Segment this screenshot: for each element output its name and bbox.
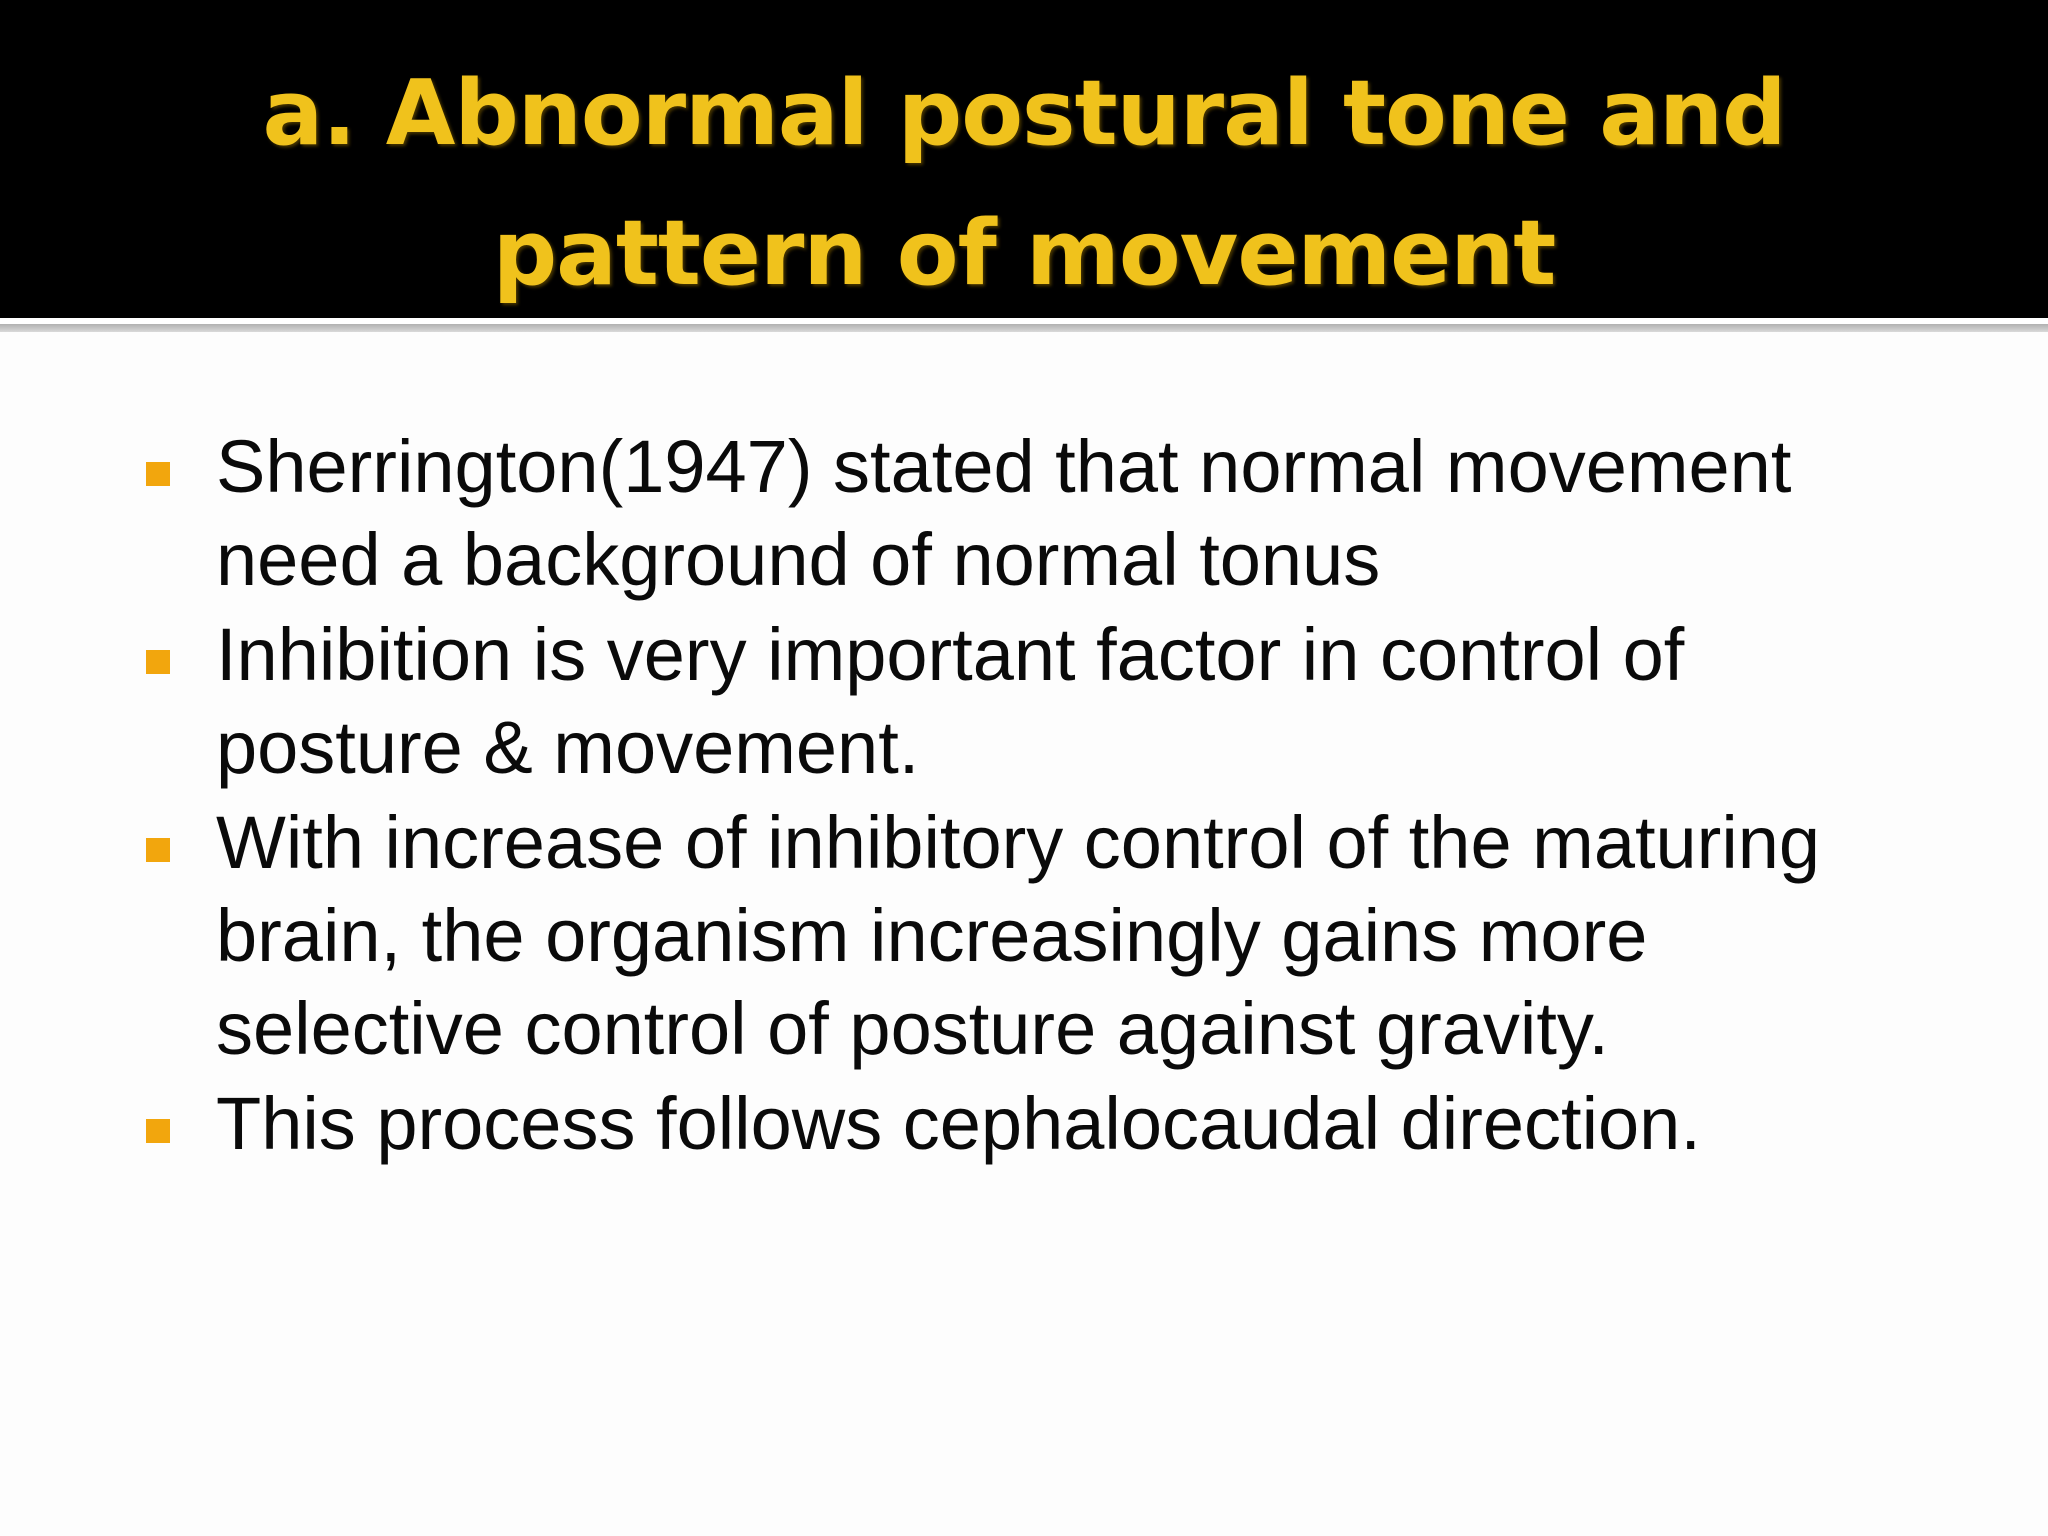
square-bullet-icon bbox=[146, 1119, 170, 1143]
bullet-list bbox=[144, 420, 1924, 1172]
square-bullet-icon bbox=[146, 650, 170, 674]
title-divider-shadow bbox=[0, 324, 2048, 332]
bullet-item bbox=[144, 796, 1924, 1075]
bullet-text: Inhibition is very important factor in control of posture & movement. bbox=[216, 613, 1685, 789]
bullet-text: This process follows cephalocaudal direction. bbox=[216, 1082, 1701, 1165]
bullet-item bbox=[144, 608, 1924, 794]
slide-title-line-1: a. Abnormal postural tone and bbox=[262, 61, 1786, 166]
bullet-text: Sherrington(1947) stated that normal movement need a background of normal tonus bbox=[216, 425, 1792, 601]
slide-title-line-2: pattern of movement bbox=[492, 201, 1556, 306]
square-bullet-icon bbox=[146, 838, 170, 862]
slide-title bbox=[0, 44, 2048, 324]
bullet-text: With increase of inhibitory control of the maturing brain, the organism increasingly gains more selective control of posture against gravity. bbox=[216, 801, 1821, 1070]
bullet-item bbox=[144, 420, 1924, 606]
square-bullet-icon bbox=[146, 462, 170, 486]
bullet-item bbox=[144, 1077, 1924, 1170]
